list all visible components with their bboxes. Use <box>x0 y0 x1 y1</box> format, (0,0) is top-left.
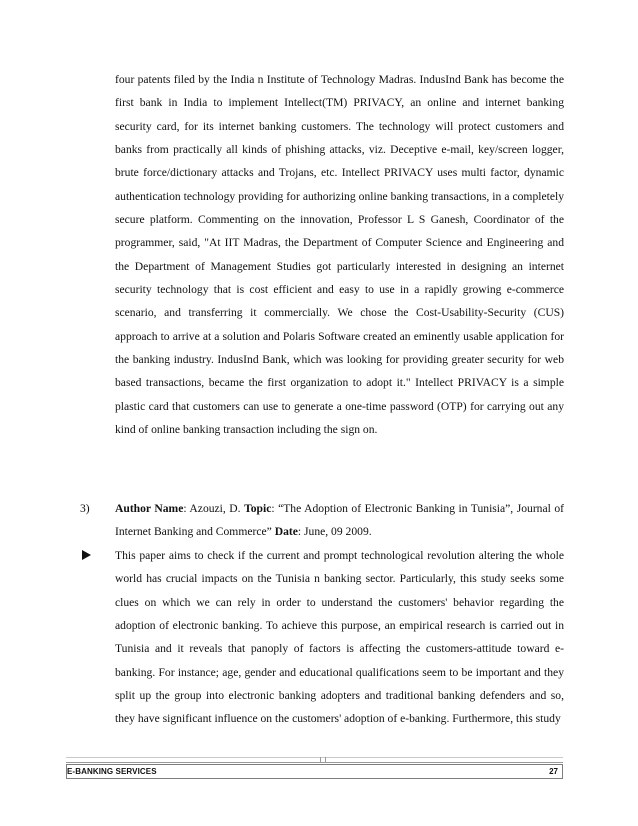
author-value: : Azouzi, D. <box>183 502 241 515</box>
bullet-item <box>80 544 564 731</box>
footer-title: E-BANKING SERVICES <box>67 767 157 776</box>
bullet-paragraph: This paper aims to check if the current and prompt technological revolution altering the whole world has crucial impacts on the Tunisia n banking sector. Particularly, this study seeks some clues on which we can rely in order to understand the customers' behavior regarding the adoption of electronic banking. To achieve this purpose, an empirical research is carried out in Tunisia and it reveals that panoply of factors is affecting the customers-attitude toward e-banking. For instance; age, gender and educational qualifications seem to be important and they split up the group into electronic banking adopters and traditional banking defenders and so, they have significant influence on the customers' adoption of e-banking. Furthermore, this study <box>115 549 564 726</box>
page-number: 27 <box>549 767 558 776</box>
footer-divider-marker <box>320 757 326 763</box>
footer-divider <box>66 757 563 763</box>
reference-item <box>80 497 564 544</box>
list-number: 3) <box>80 502 90 515</box>
body-paragraph: four patents filed by the India n Institute of Technology Madras. IndusInd Bank has become the first bank in India to implement Intellect(TM) PRIVACY, an online and internet banking security card, for its internet banking customers. The technology will protect customers and banks from practically all kinds of phishing attacks, viz. Deceptive e-mail, key/screen logger, brute force/dictionary attacks and Trojans, etc. Intellect PRIVACY uses multi factor, dynamic authentication technology providing for authorizing online banking transactions, in a completely secure platform. Commenting on the innovation, Professor L S Ganesh, Coordinator of the programmer, said, "At IIT Madras, the Department of Computer Science and Engineering and the Department of Management Studies got particularly interested in designing an internet security technology that is cost efficient and easy to use in a rapidly growing e-commerce scenario, and transferring it commercially. We chose the Cost-Usability-Security (CUS) approach to arrive at a solution and Polaris Software created an eminently usable application for the banking industry. IndusInd Bank, which was looking for providing greater security for web based transactions, became the first organization to adopt it." Intellect PRIVACY is a simple plastic card that customers can use to generate a one-time password (OTP) for carrying out any kind of online banking transaction including the sign on. <box>115 73 564 437</box>
date-value: : June, 09 2009. <box>297 525 372 539</box>
reference-text <box>115 497 564 544</box>
topic-value: : “The Adoption of Electronic Banking in Tunisia”, Journal of Internet Banking and Commerce” <box>115 502 564 539</box>
topic-label: Topic <box>244 502 272 515</box>
author-label: Author Name <box>115 502 184 515</box>
arrow-bullet-icon <box>80 544 115 567</box>
date-label: Date <box>274 525 298 539</box>
